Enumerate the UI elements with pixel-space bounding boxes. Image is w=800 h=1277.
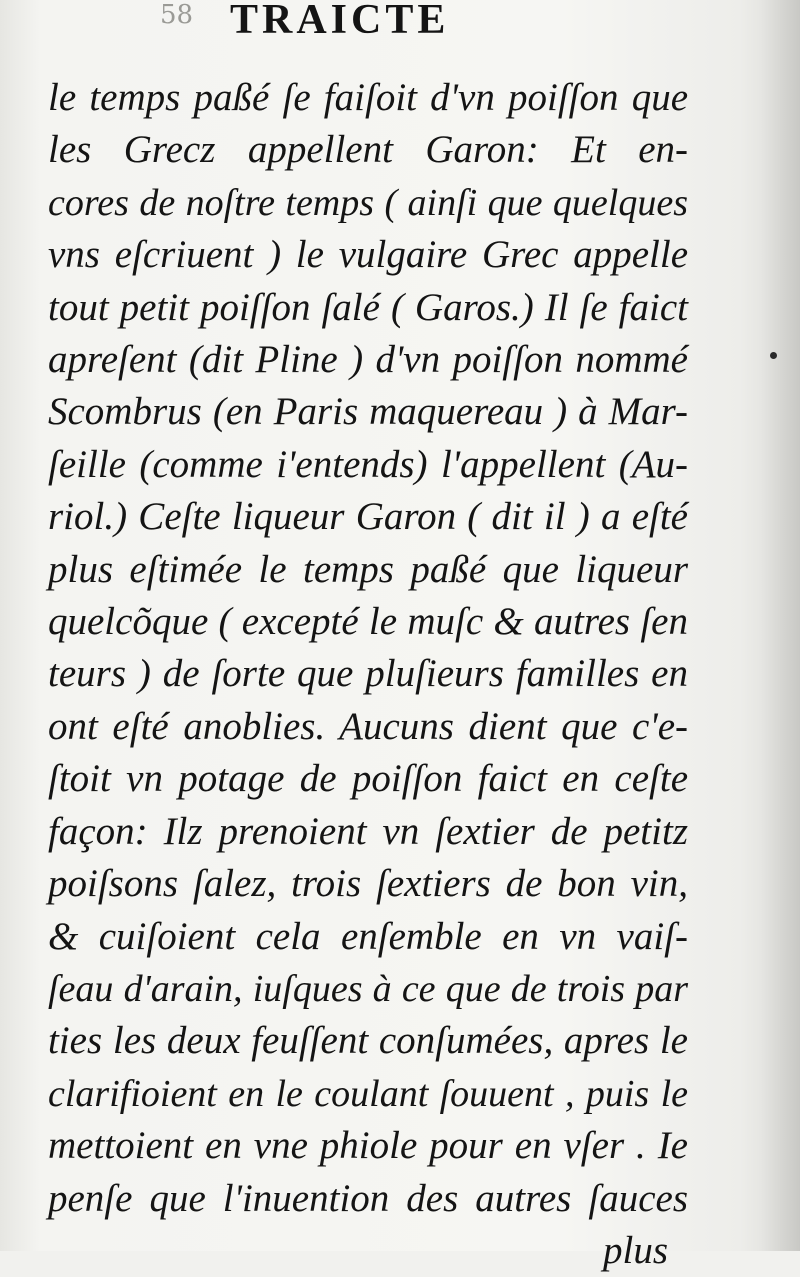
body-text — [48, 72, 688, 1277]
spine-shadow — [760, 0, 800, 1251]
text-line: quelcõque ( excepté le muſc & autres ſen — [48, 600, 688, 644]
text-line: tout petit poiſſon ſalé ( Garos.) Il ſe faict — [48, 285, 688, 329]
text-line: & cuiſoient cela enſemble en vn vaiſ- — [48, 914, 688, 958]
text-line: apreſent (dit Pline ) d'vn poiſſon nommé — [48, 338, 688, 382]
text-line: mettoient en vne phiole pour en vſer . Ie — [48, 1124, 688, 1168]
text-line: le temps paßé ſe faiſoit d'vn poiſſon que — [48, 76, 688, 119]
text-line: cores de noſtre temps ( ainſi que quelques — [48, 181, 688, 224]
text-line: ſeau d'arain, iuſques à ce que de trois par — [48, 967, 688, 1010]
ink-spot — [770, 352, 777, 359]
text-line: ties les deux feuſſent conſumées, apres le — [48, 1019, 688, 1063]
catchword: plus — [602, 1228, 668, 1272]
text-line: ſtoit vn potage de poiſſon faict en ceſte — [48, 757, 688, 801]
text-line: vns eſcriuent ) le vulgaire Grec appelle — [48, 233, 688, 277]
text-line: plus eſtimée le temps paßé que liqueur — [48, 547, 688, 591]
page-number: 58 — [160, 0, 194, 30]
text-line: clarifioient en le coulant ſouuent , puis le — [48, 1072, 688, 1115]
text-line: ſeille (comme i'entends) l'appellent (Au- — [48, 442, 688, 486]
running-head: TRAICTE — [230, 0, 450, 43]
text-line: les Grecz appellent Garon: Et en- — [48, 128, 688, 172]
text-line: poiſsons ſalez, trois ſextiers de bon vin, — [48, 862, 688, 906]
text-line: façon: Ilz prenoient vn ſextier de petitz — [48, 809, 688, 853]
text-line: riol.) Ceſte liqueur Garon ( dit il ) a eſté — [48, 495, 688, 539]
text-line: teurs ) de ſorte que pluſieurs familles en — [48, 652, 688, 696]
text-line: Scombrus (en Paris maquereau ) à Mar- — [48, 390, 688, 434]
text-line: penſe que l'inuention des autres ſauces — [48, 1176, 688, 1220]
text-line: ont eſté anoblies. Aucuns dient que c'e- — [48, 704, 688, 748]
